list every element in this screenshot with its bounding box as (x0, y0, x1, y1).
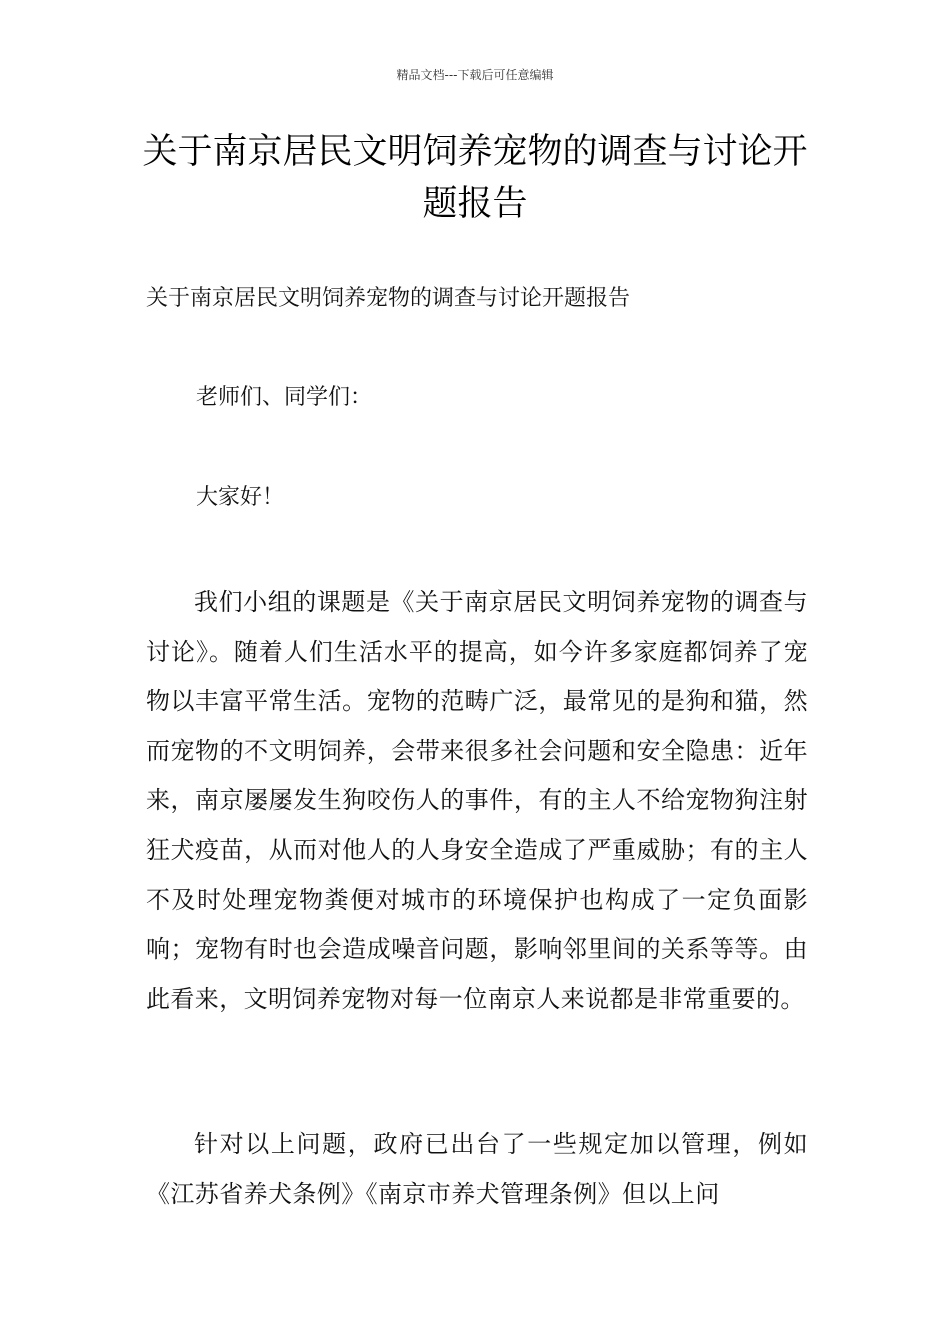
greeting: 大家好！ (196, 485, 285, 510)
salutation: 老师们、同学们： (196, 385, 373, 410)
subtitle: 关于南京居民文明饲养宠物的调查与讨论开题报告 (146, 286, 631, 311)
body-paragraph-1: 我们小组的课题是《关于南京居民文明饲养宠物的调查与讨论》。随着人们生活水平的提高，如今许多家庭都饲养了宠物以丰富平常生活。宠物的范畴广泛，最常见的是狗和猫，然而宠物的不文明饲养，会带来很多社会问题和安全隐患：近年来，南京屡屡发生狗咬伤人的事件，有的主人不给宠物狗注射狂犬疫苗，从而对他人的人身安全造成了严重威胁；有的主人不及时处理宠物粪便对城市的环境保护也构成了一定负面影响；宠物有时也会造成噪音问题，影响邻里间的关系等等。由此看来，文明饲养宠物对每一位南京人来说都是非常重要的。 (146, 588, 808, 1013)
body-paragraph-2: 针对以上问题，政府已出台了一些规定加以管理，例如《江苏省养犬条例》《南京市养犬管理条例》但以上问 (146, 1130, 808, 1208)
header-note: 精品文档---下载后可任意编辑 (396, 68, 554, 82)
page-title: 关于南京居民文明饲养宠物的调查与讨论开题报告 (142, 132, 808, 224)
